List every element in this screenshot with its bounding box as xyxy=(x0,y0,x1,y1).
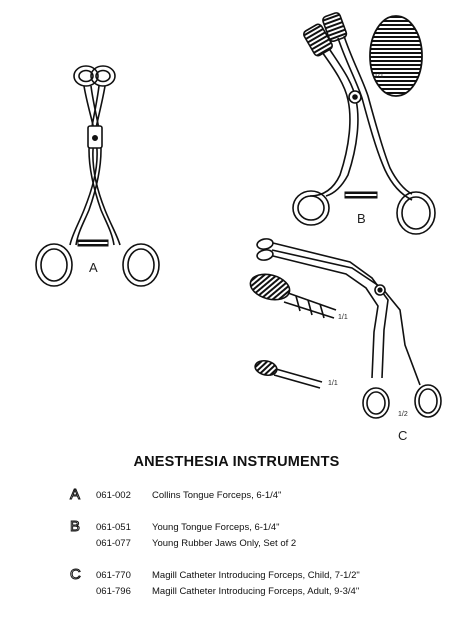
figure-a-label: A xyxy=(89,260,98,275)
item-description: Young Tongue Forceps, 6-1/4" xyxy=(152,522,280,533)
young-tongue-forceps-drawing xyxy=(293,12,435,234)
group-a-letter: A xyxy=(70,486,81,503)
page-title: ANESTHESIA INSTRUMENTS xyxy=(133,454,340,470)
item-code: 061-051 xyxy=(96,522,131,533)
figure-c-main-scale: 1/2 xyxy=(398,411,408,418)
item-code: 061-077 xyxy=(96,538,131,549)
figure-c-small-scale: 1/1 xyxy=(328,380,338,387)
figure-c-label: C xyxy=(398,428,408,443)
group-c-letter: C xyxy=(70,566,81,583)
group-b-letter: B xyxy=(70,518,81,535)
item-code: 061-770 xyxy=(96,570,131,581)
item-description: Young Rubber Jaws Only, Set of 2 xyxy=(152,538,297,549)
item-description: Collins Tongue Forceps, 6-1/4" xyxy=(152,490,282,501)
figure-c-jaw-scale: 1/1 xyxy=(338,314,348,321)
item-code: 061-002 xyxy=(96,490,131,501)
collins-tongue-forceps-drawing xyxy=(36,66,159,286)
figure-b-label: B xyxy=(357,211,366,226)
item-description: Magill Catheter Introducing Forceps, Adult, 9-3/4" xyxy=(152,586,360,597)
item-code: 061-796 xyxy=(96,586,131,597)
magill-forceps-drawing xyxy=(248,238,441,418)
figure-b-scale: 1/1 xyxy=(374,73,384,80)
item-description: Magill Catheter Introducing Forceps, Child, 7-1/2" xyxy=(152,570,360,581)
